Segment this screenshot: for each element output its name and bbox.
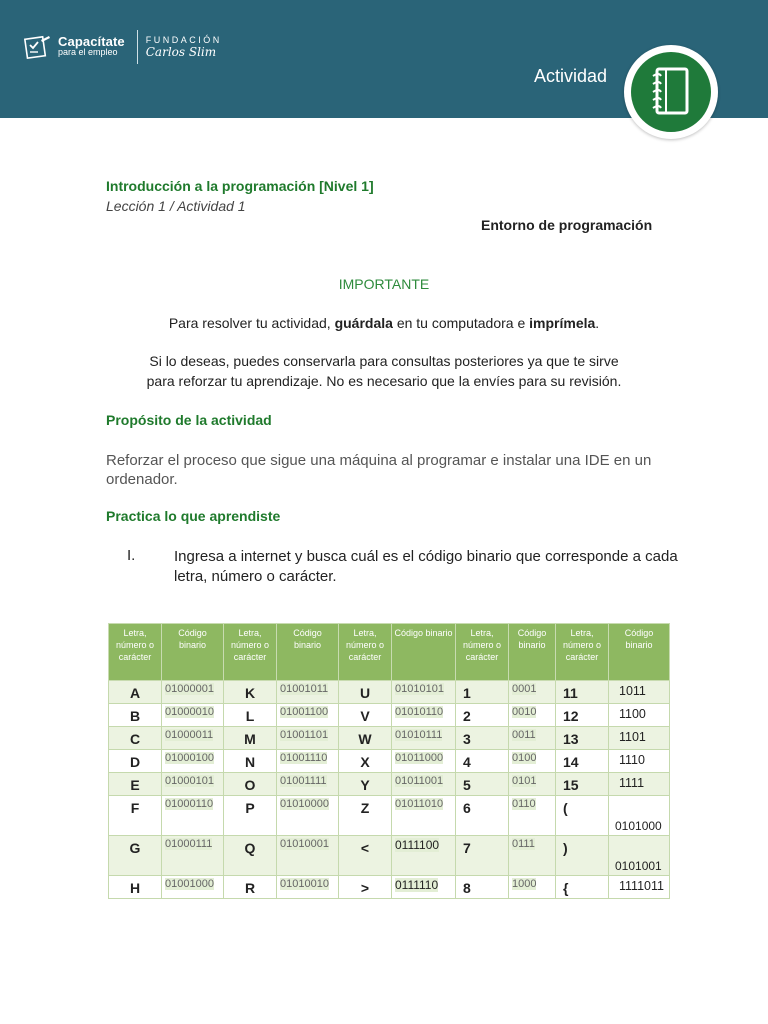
- binary-value: 01010111: [395, 729, 443, 741]
- binary-value: 0101: [512, 775, 537, 787]
- binary-value: 01010110: [395, 706, 444, 718]
- binary-cell: 0101001: [609, 836, 670, 876]
- important-heading: IMPORTANTE: [338, 276, 430, 292]
- header-cell: Código binario: [277, 624, 339, 681]
- table-row: [109, 876, 670, 899]
- binary-cell: [509, 704, 556, 727]
- character-cell: 7: [456, 836, 509, 876]
- binary-value: 0111100: [395, 838, 440, 852]
- purpose-title: Propósito de la actividad: [106, 412, 272, 428]
- character-cell: 12: [556, 704, 609, 727]
- binary-cell: [277, 750, 339, 773]
- table-row: [109, 727, 670, 750]
- character-cell: ): [556, 836, 609, 876]
- binary-cell: 1011: [609, 681, 670, 704]
- binary-cell: [509, 681, 556, 704]
- instruction-line: [0, 315, 768, 331]
- header-cell: Letra, número o carácter: [109, 624, 162, 681]
- character-cell: M: [224, 727, 277, 750]
- instruction-save: guárdala: [334, 315, 393, 331]
- binary-value: 01000110: [165, 798, 214, 810]
- table-row: [109, 704, 670, 727]
- instruction-print: imprímela: [529, 315, 596, 331]
- binary-cell: [509, 750, 556, 773]
- character-cell: R: [224, 876, 277, 899]
- binary-cell: [162, 750, 224, 773]
- character-cell: C: [109, 727, 162, 750]
- character-cell: H: [109, 876, 162, 899]
- binary-cell: [392, 727, 456, 750]
- character-cell: 2: [456, 704, 509, 727]
- character-cell: X: [339, 750, 392, 773]
- binary-value: 1000: [512, 878, 537, 890]
- header-cell: Letra, número o carácter: [224, 624, 277, 681]
- binary-cell: [392, 876, 456, 899]
- character-cell: N: [224, 750, 277, 773]
- binary-value: 01000001: [165, 683, 214, 695]
- header-cell: Código binario: [162, 624, 224, 681]
- keep-line-1: Si lo deseas, puedes conservarla para consultas posteriores ya que te sirve: [149, 353, 619, 369]
- character-cell: W: [339, 727, 392, 750]
- binary-cell: [392, 836, 456, 876]
- purpose-text: Reforzar el proceso que sigue una máquina al programar e instalar una IDE en un ordenador.: [106, 452, 652, 488]
- item-number: I.: [127, 547, 136, 564]
- binary-cell: [277, 836, 339, 876]
- header-cell: Código binario: [509, 624, 556, 681]
- instruction-end: .: [595, 315, 600, 331]
- binary-cell: [277, 727, 339, 750]
- binary-value: 01000111: [165, 838, 213, 850]
- binary-value: 0001: [512, 683, 537, 695]
- binary-cell: [509, 836, 556, 876]
- binary-cell: [162, 681, 224, 704]
- character-cell: L: [224, 704, 277, 727]
- header-cell: Letra, número o carácter: [456, 624, 509, 681]
- capacitate-logo-icon: [24, 34, 52, 60]
- binary-value: 01010001: [280, 838, 329, 850]
- binary-cell: [509, 773, 556, 796]
- item-text: Ingresa a internet y busca cuál es el código binario que corresponde a cada letra, número o carácter.: [174, 548, 678, 585]
- binary-cell: [277, 876, 339, 899]
- activity-badge-inner: [631, 52, 711, 132]
- binary-value: 01001011: [280, 683, 329, 695]
- binary-cell: [277, 704, 339, 727]
- course-title: Introducción a la programación [Nivel 1]: [106, 178, 374, 194]
- binary-cell: 1110: [609, 750, 670, 773]
- binary-cell: [392, 704, 456, 727]
- binary-value: 01010000: [280, 798, 329, 810]
- table-row: [109, 681, 670, 704]
- activity-label: Actividad: [534, 66, 608, 86]
- character-cell: F: [109, 796, 162, 836]
- binary-cell: 1111: [609, 773, 670, 796]
- header-cell: Letra, número o carácter: [556, 624, 609, 681]
- binary-cell: [392, 773, 456, 796]
- character-cell: 5: [456, 773, 509, 796]
- character-cell: Q: [224, 836, 277, 876]
- binary-cell: 1111011: [609, 876, 670, 899]
- binary-value: 0111: [512, 838, 535, 850]
- character-cell: D: [109, 750, 162, 773]
- logo-divider: [137, 30, 138, 64]
- binary-value: 0010: [512, 706, 537, 718]
- header-cell: Letra, número o carácter: [339, 624, 392, 681]
- character-cell: 4: [456, 750, 509, 773]
- character-cell: 11: [556, 681, 609, 704]
- binary-cell: [277, 681, 339, 704]
- character-cell: P: [224, 796, 277, 836]
- instruction-pre: Para resolver tu actividad,: [168, 315, 335, 331]
- character-cell: (: [556, 796, 609, 836]
- binary-value: 01011001: [395, 775, 444, 787]
- character-cell: V: [339, 704, 392, 727]
- binary-value: 01001111: [280, 775, 327, 787]
- binary-value: 01001100: [280, 706, 329, 718]
- character-cell: 6: [456, 796, 509, 836]
- character-cell: Y: [339, 773, 392, 796]
- binary-cell: 0101000: [609, 796, 670, 836]
- brand-logo: [24, 30, 222, 64]
- binary-cell: [392, 796, 456, 836]
- binary-cell: [392, 681, 456, 704]
- brand-sub: para el empleo: [58, 47, 118, 57]
- foundation-signature: Carlos Slim: [145, 45, 217, 59]
- binary-value: 01011010: [395, 798, 444, 810]
- binary-cell: [277, 796, 339, 836]
- character-cell: Z: [339, 796, 392, 836]
- header-cell: Código binario: [392, 624, 456, 681]
- lesson-subtitle: Lección 1 / Actividad 1: [106, 198, 246, 214]
- header-cell: Código binario: [609, 624, 670, 681]
- binary-value: 0111110: [395, 878, 439, 892]
- binary-value: 01001101: [280, 729, 329, 741]
- character-cell: 8: [456, 876, 509, 899]
- notebook-icon: [648, 66, 694, 118]
- character-cell: 3: [456, 727, 509, 750]
- character-cell: 1: [456, 681, 509, 704]
- binary-cell: [509, 727, 556, 750]
- table-row: [109, 750, 670, 773]
- binary-value: 01010010: [280, 878, 329, 890]
- character-cell: <: [339, 836, 392, 876]
- binary-value: 0110: [512, 798, 536, 810]
- character-cell: B: [109, 704, 162, 727]
- binary-code-table: [108, 623, 670, 899]
- binary-value: 01001110: [280, 752, 328, 764]
- binary-cell: [162, 727, 224, 750]
- table-row: [109, 836, 670, 876]
- foundation-top: FUNDACIÓN: [145, 35, 222, 45]
- binary-cell: 1100: [609, 704, 670, 727]
- keep-line-2: para reforzar tu aprendizaje. No es necesario que la envíes para su revisión.: [146, 373, 622, 389]
- binary-cell: [162, 796, 224, 836]
- binary-cell: [509, 876, 556, 899]
- binary-cell: [392, 750, 456, 773]
- binary-value: 01000100: [165, 752, 214, 764]
- binary-value: 01011000: [395, 752, 444, 764]
- table-header-row: [109, 624, 670, 681]
- character-cell: {: [556, 876, 609, 899]
- binary-cell: [162, 876, 224, 899]
- character-cell: U: [339, 681, 392, 704]
- binary-value: 01000010: [165, 706, 214, 718]
- character-cell: 14: [556, 750, 609, 773]
- character-cell: E: [109, 773, 162, 796]
- topic-heading: Entorno de programación: [481, 217, 653, 233]
- binary-cell: [509, 796, 556, 836]
- character-cell: G: [109, 836, 162, 876]
- binary-value: 0011: [512, 729, 536, 741]
- binary-cell: [162, 836, 224, 876]
- character-cell: A: [109, 681, 162, 704]
- instruction-mid: en tu computadora e: [392, 315, 530, 331]
- binary-cell: 1101: [609, 727, 670, 750]
- binary-cell: [277, 773, 339, 796]
- table-row: [109, 796, 670, 836]
- practice-title: Practica lo que aprendiste: [106, 508, 281, 524]
- brand-main: Capacítate: [58, 34, 125, 49]
- character-cell: 15: [556, 773, 609, 796]
- character-cell: O: [224, 773, 277, 796]
- binary-cell: [162, 773, 224, 796]
- character-cell: 13: [556, 727, 609, 750]
- binary-value: 01010101: [395, 683, 444, 695]
- binary-cell: [162, 704, 224, 727]
- character-cell: >: [339, 876, 392, 899]
- binary-value: 01000101: [165, 775, 214, 787]
- binary-value: 0100: [512, 752, 537, 764]
- character-cell: K: [224, 681, 277, 704]
- table-row: [109, 773, 670, 796]
- binary-value: 01001000: [165, 878, 214, 890]
- binary-value: 01000011: [165, 729, 214, 741]
